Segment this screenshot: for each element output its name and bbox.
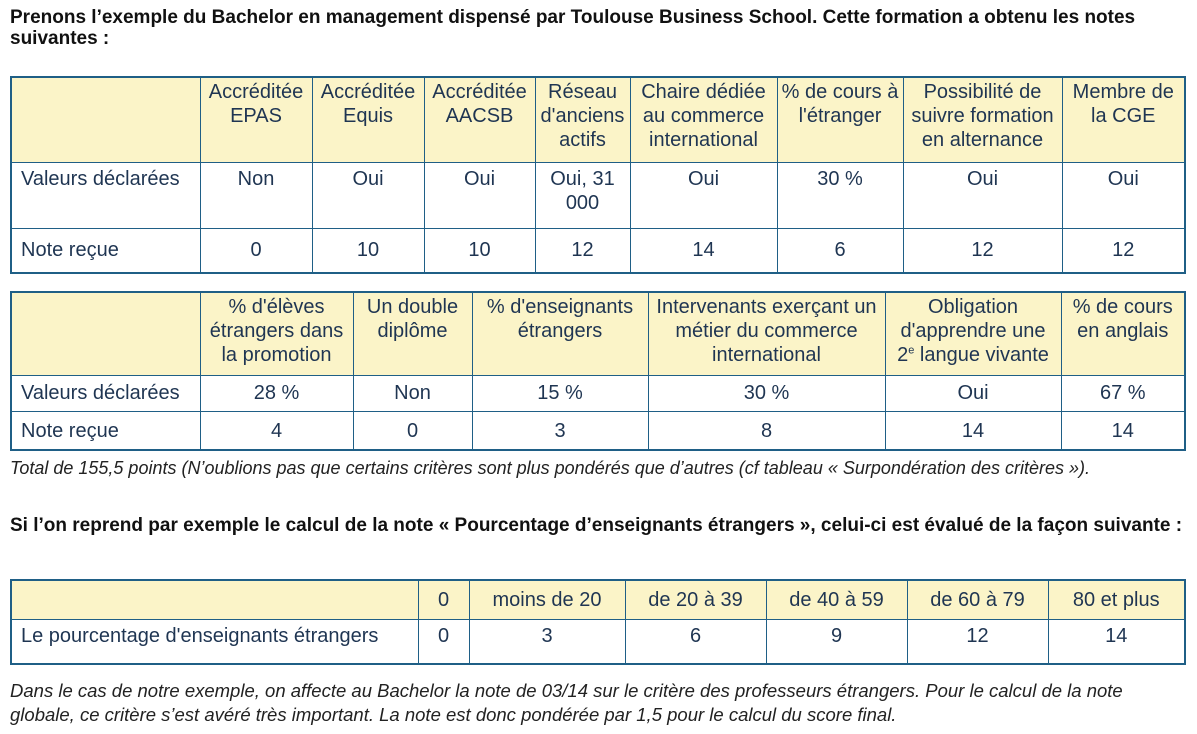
table3-header: 0 [418, 580, 469, 619]
table1-header: Réseau d'anciens actifs [535, 77, 630, 162]
table3-score-cell: 0 [418, 619, 469, 664]
table3-header: de 20 à 39 [625, 580, 766, 619]
table2-header: % de cours en anglais [1061, 292, 1185, 375]
table3-score-cell: 14 [1048, 619, 1185, 664]
ordinal-number: 2 [897, 344, 909, 366]
scoring-scale-table [10, 579, 1186, 665]
intro-heading: Prenons l’exemple du Bachelor en management dispensé par Toulouse Business School. Cette formation a obtenu les notes suivantes : [10, 7, 1136, 49]
table1-score-cell: 10 [312, 228, 424, 273]
table2-score-cell: 3 [472, 412, 648, 451]
table1-value-cell: 30 % [777, 162, 903, 228]
table2-corner [11, 292, 200, 375]
table3-score-cell: 6 [625, 619, 766, 664]
table1-header: Accréditée AACSB [424, 77, 535, 162]
table1-corner [11, 77, 200, 162]
conclusion-text: Dans le cas de notre exemple, on affecte au Bachelor la note de 03/14 sur le critère des professeurs étrangers. Pour le calcul de la note globale, ce critère s’est avéré très important. La note est donc pondérée par 1,5 pour le calcul du score final. [10, 680, 1123, 725]
table3-header: de 60 à 79 [907, 580, 1048, 619]
table2-score-cell: 0 [353, 412, 472, 451]
table1-score-cell: 6 [777, 228, 903, 273]
table1-header: Accréditée EPAS [200, 77, 312, 162]
table2-header: % d'enseignants étrangers [472, 292, 648, 375]
table1-score-cell: 12 [535, 228, 630, 273]
table1-value-cell: Oui [1062, 162, 1185, 228]
table1-value-cell: Oui [903, 162, 1062, 228]
table1-header: % de cours à l'étranger [777, 77, 903, 162]
table1-value-cell: Oui [424, 162, 535, 228]
table3-corner [11, 580, 418, 619]
table1-score-cell: 12 [903, 228, 1062, 273]
table1-score-cell: 14 [630, 228, 777, 273]
table2-header: Un double diplôme [353, 292, 472, 375]
table1-header: Membre de la CGE [1062, 77, 1185, 162]
table3-header: de 40 à 59 [766, 580, 907, 619]
table3-score-cell: 3 [469, 619, 625, 664]
table1-value-cell: Oui, 31 000 [535, 162, 630, 228]
table1-value-cell: Oui [312, 162, 424, 228]
table2-value-cell: 28 % [200, 375, 353, 411]
table1-header: Chaire dédiée au commerce international [630, 77, 777, 162]
table2-values-label: Valeurs déclarées [11, 375, 200, 411]
ordinal-suffix: e [908, 344, 915, 357]
table1-header: Accréditée Equis [312, 77, 424, 162]
table2-value-cell: Oui [885, 375, 1061, 411]
table3-score-cell: 9 [766, 619, 907, 664]
table1-score-cell: 10 [424, 228, 535, 273]
table2-score-cell: 14 [885, 412, 1061, 451]
table1-value-cell: Non [200, 162, 312, 228]
table1-scores-label: Note reçue [11, 228, 200, 273]
table1-value-cell: Oui [630, 162, 777, 228]
table3-header: moins de 20 [469, 580, 625, 619]
table2-value-cell: Non [353, 375, 472, 411]
table3-row-label: Le pourcentage d'enseignants étrangers [11, 619, 418, 664]
table2-value-cell: 67 % [1061, 375, 1185, 411]
table2-header-line: Obligation d'apprendre une [900, 296, 1046, 342]
table2-header-line: langue vivante [919, 344, 1049, 366]
table2-header: Intervenants exerçant un métier du commerce international [648, 292, 885, 375]
table3-score-cell: 12 [907, 619, 1048, 664]
table2-value-cell: 15 % [472, 375, 648, 411]
table2-scores-label: Note reçue [11, 412, 200, 451]
criteria-table-2 [10, 291, 1186, 451]
table2-header [885, 292, 1061, 375]
table1-values-label: Valeurs déclarées [11, 162, 200, 228]
calc-heading: Si l’on reprend par exemple le calcul de la note « Pourcentage d’enseignants étrangers », celui-ci est évalué de la façon suivante : [10, 515, 1183, 536]
table1-header: Possibilité de suivre formation en alternance [903, 77, 1062, 162]
table2-value-cell: 30 % [648, 375, 885, 411]
table2-score-cell: 4 [200, 412, 353, 451]
table2-score-cell: 14 [1061, 412, 1185, 451]
table2-header: % d'élèves étrangers dans la promotion [200, 292, 353, 375]
table2-score-cell: 8 [648, 412, 885, 451]
total-note: Total de 155,5 points (N’oublions pas que certains critères sont plus pondérés que d’autres (cf tableau « Surpondération des critères »). [10, 458, 1090, 478]
table1-score-cell: 0 [200, 228, 312, 273]
table1-score-cell: 12 [1062, 228, 1185, 273]
criteria-table-1 [10, 76, 1186, 274]
table3-header: 80 et plus [1048, 580, 1185, 619]
